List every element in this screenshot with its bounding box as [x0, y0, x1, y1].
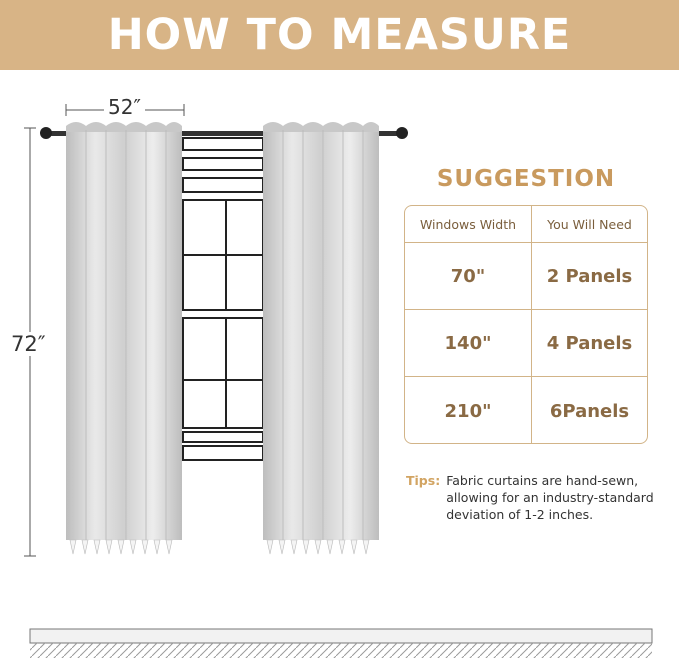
table-header-row: [405, 206, 647, 243]
need-cell: 6Panels: [549, 400, 630, 422]
table-row: [405, 377, 647, 444]
width-cell: 70": [405, 243, 532, 309]
tips-label: Tips:: [406, 473, 441, 488]
need-cell: 2 Panels: [546, 265, 633, 287]
page-title: HOW TO MEASURE: [107, 10, 572, 60]
table-row: [405, 310, 647, 377]
tips-text: Fabric curtains are hand-sewn, allowing for an industry-standard deviation of 1-2 inches.: [446, 473, 654, 522]
suggestion-table: [404, 205, 648, 444]
suggestion-title: SUGGESTION: [436, 166, 616, 192]
window-frame: [183, 138, 263, 460]
right-curtain-panel: [263, 122, 379, 554]
left-curtain-panel: [66, 122, 182, 554]
height-label: 72″: [11, 332, 46, 356]
column-header-width: Windows Width: [405, 206, 532, 242]
table-row: [405, 243, 647, 310]
width-label: 52″: [104, 95, 145, 119]
floor: [30, 629, 652, 658]
tips-note: [406, 472, 668, 523]
width-cell: 210": [405, 377, 532, 444]
left-tassels: [70, 540, 172, 554]
need-cell: 4 Panels: [546, 332, 633, 354]
width-cell: 140": [405, 310, 532, 376]
right-tassels: [267, 540, 369, 554]
column-header-need: You Will Need: [547, 216, 632, 232]
